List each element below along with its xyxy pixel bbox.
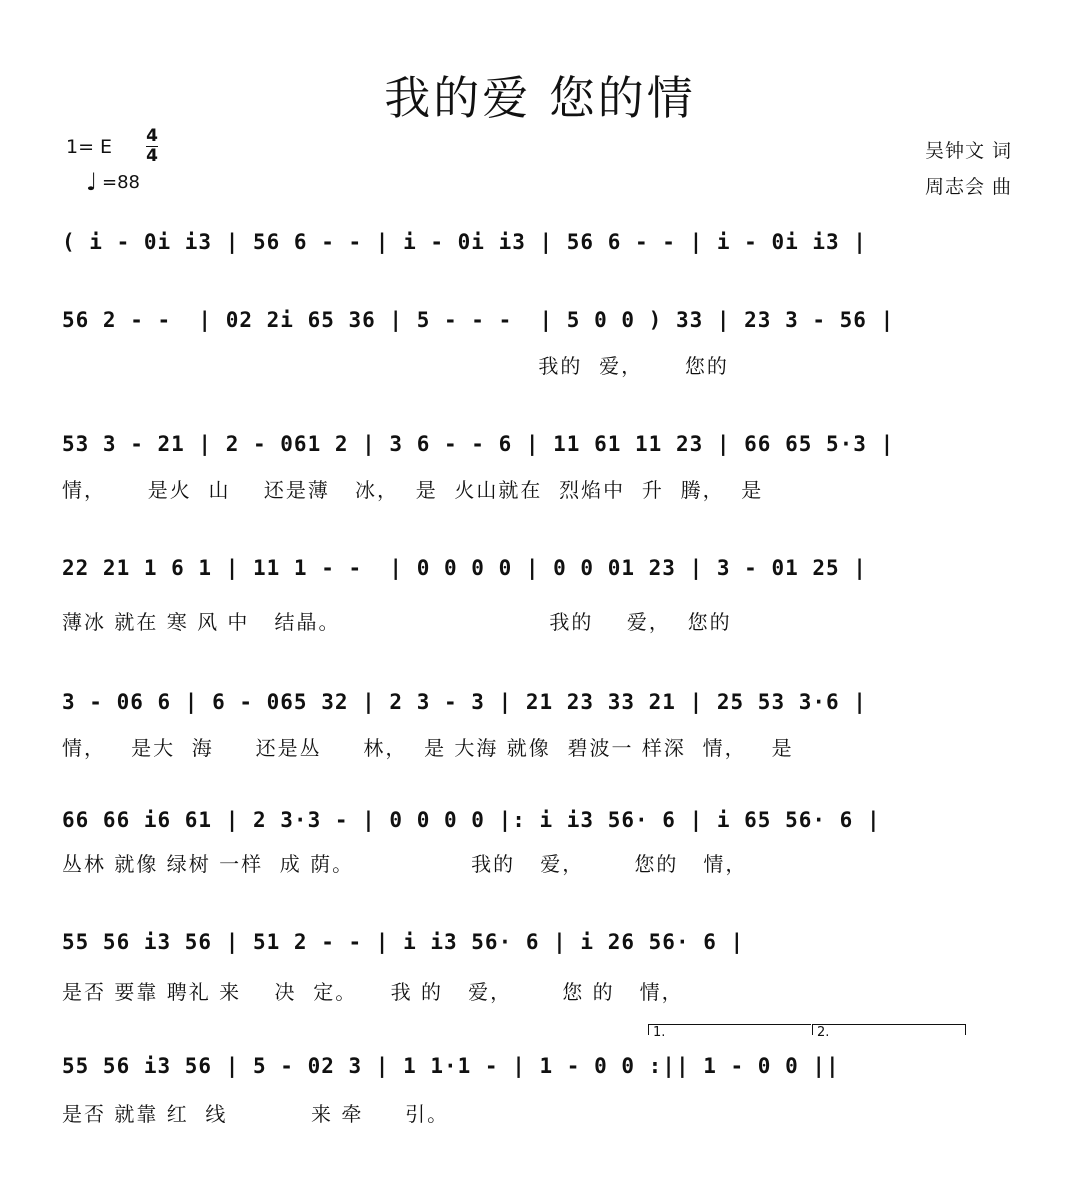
notation-line-8: 55 56 i3 56 | 5 - 02 3 | 1 1·1 - | 1 - 0 0 :|| 1 - 0 0 || (62, 1054, 840, 1078)
notation-line-6: 66 66 i6 61 | 2 3·3 - | 0 0 0 0 |: i i3 56· 6 | i 65 56· 6 | (62, 808, 881, 832)
volta-second-label: 2. (817, 1025, 830, 1040)
page-title: 我的爱 您的情 (384, 71, 696, 125)
lyricist-credit: 吴钟文 词 (924, 140, 1012, 162)
lyrics-line-5: 情， 是大 海 还是丛 林， 是 大海 就像 碧波一 样深 情， 是 (62, 736, 794, 760)
tempo: =88 (102, 172, 140, 193)
lyrics-line-4: 薄冰 就在 寒 风 中 结晶。 我的 爱， 您的 (62, 610, 732, 634)
volta-second-bracket (812, 1024, 966, 1040)
lyrics-line-7: 是否 要靠 聘礼 来 决 定。 我 的 爱， 您 的 情， (62, 980, 684, 1004)
time-sig-bottom: 4 (146, 146, 158, 166)
volta-first-label: 1. (653, 1025, 666, 1040)
quarter-note-icon: ♩ (86, 168, 98, 196)
notation-line-1: ( i - 0i i3 | 56 6 - - | i - 0i i3 | 56 6 - - | i - 0i i3 | (62, 230, 867, 254)
lyrics-line-6: 丛林 就像 绿树 一样 成 荫。 我的 爱， 您的 情， (62, 852, 748, 876)
key-signature: 1= E (66, 136, 113, 158)
lyrics-line-3: 情， 是火 山 还是薄 冰， 是 火山就在 烈焰中 升 腾， 是 (62, 478, 764, 502)
volta-first-bracket (648, 1024, 811, 1040)
notation-line-7: 55 56 i3 56 | 51 2 - - | i i3 56· 6 | i 26 56· 6 | (62, 930, 745, 954)
notation-line-5: 3 - 06 6 | 6 - 065 32 | 2 3 - 3 | 21 23 33 21 | 25 53 3·6 | (62, 690, 867, 714)
notation-line-4: 22 21 1 6 1 | 11 1 - - | 0 0 0 0 | 0 0 01 23 | 3 - 01 25 | (62, 556, 867, 580)
notation-line-3: 53 3 - 21 | 2 - 061 2 | 3 6 - - 6 | 11 61 11 23 | 66 65 5·3 | (62, 432, 895, 456)
time-sig-top: 4 (146, 126, 158, 146)
lyrics-line-8: 是否 就靠 红 线 来 牵 引。 (62, 1102, 450, 1126)
time-signature (146, 128, 158, 165)
composer-credit: 周志会 曲 (924, 176, 1012, 198)
notation-line-2: 56 2 - - | 02 2i 65 36 | 5 - - - | 5 0 0 ) 33 | 23 3 - 56 | (62, 308, 895, 332)
lyrics-line-2: 我的 爱， 您的 (62, 354, 729, 378)
